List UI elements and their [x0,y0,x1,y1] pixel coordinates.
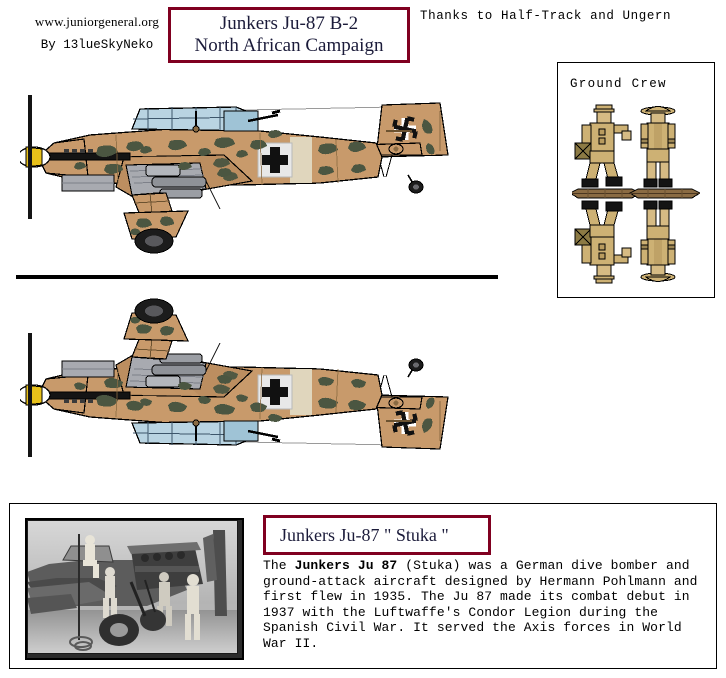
author-credit-text: By 13lueSkyNeko [40,38,154,52]
ground-crew-figures [572,103,700,285]
main-title-line1: Junkers Ju-87 B-2 [219,13,359,35]
ground-crew-label: Ground Crew [570,77,667,91]
historical-photo [25,518,244,660]
site-url-text: www.juniorgeneral.org [34,14,160,29]
photo-image [27,520,238,654]
aircraft-profile-mirrored [20,282,490,467]
main-title-box [168,7,410,63]
info-body-text [263,558,711,652]
info-body-post: (Stuka) was a German dive bomber and ground-attack aircraft designed by Hermann Pohlmann and first flew in 1935. The Ju 87 made its combat debut in 1937 with the Luftwaffe's Condor Legion during the Spanish Civil War. It served the Axis forces in World War II. [263,558,698,651]
info-body-pre: The [263,558,295,573]
info-title-text: Junkers Ju-87 " Stuka " [280,524,449,545]
aircraft-profile-upright [20,85,490,270]
info-title-box [263,515,491,555]
info-body-bold: Junkers Ju 87 [294,558,398,573]
ground-crew-panel [557,62,715,298]
info-panel [9,503,717,669]
thanks-note-text: Thanks to Half-Track and Ungern [420,9,672,23]
fold-line-divider [16,275,498,279]
main-title-line2: North African Campaign [194,35,384,56]
